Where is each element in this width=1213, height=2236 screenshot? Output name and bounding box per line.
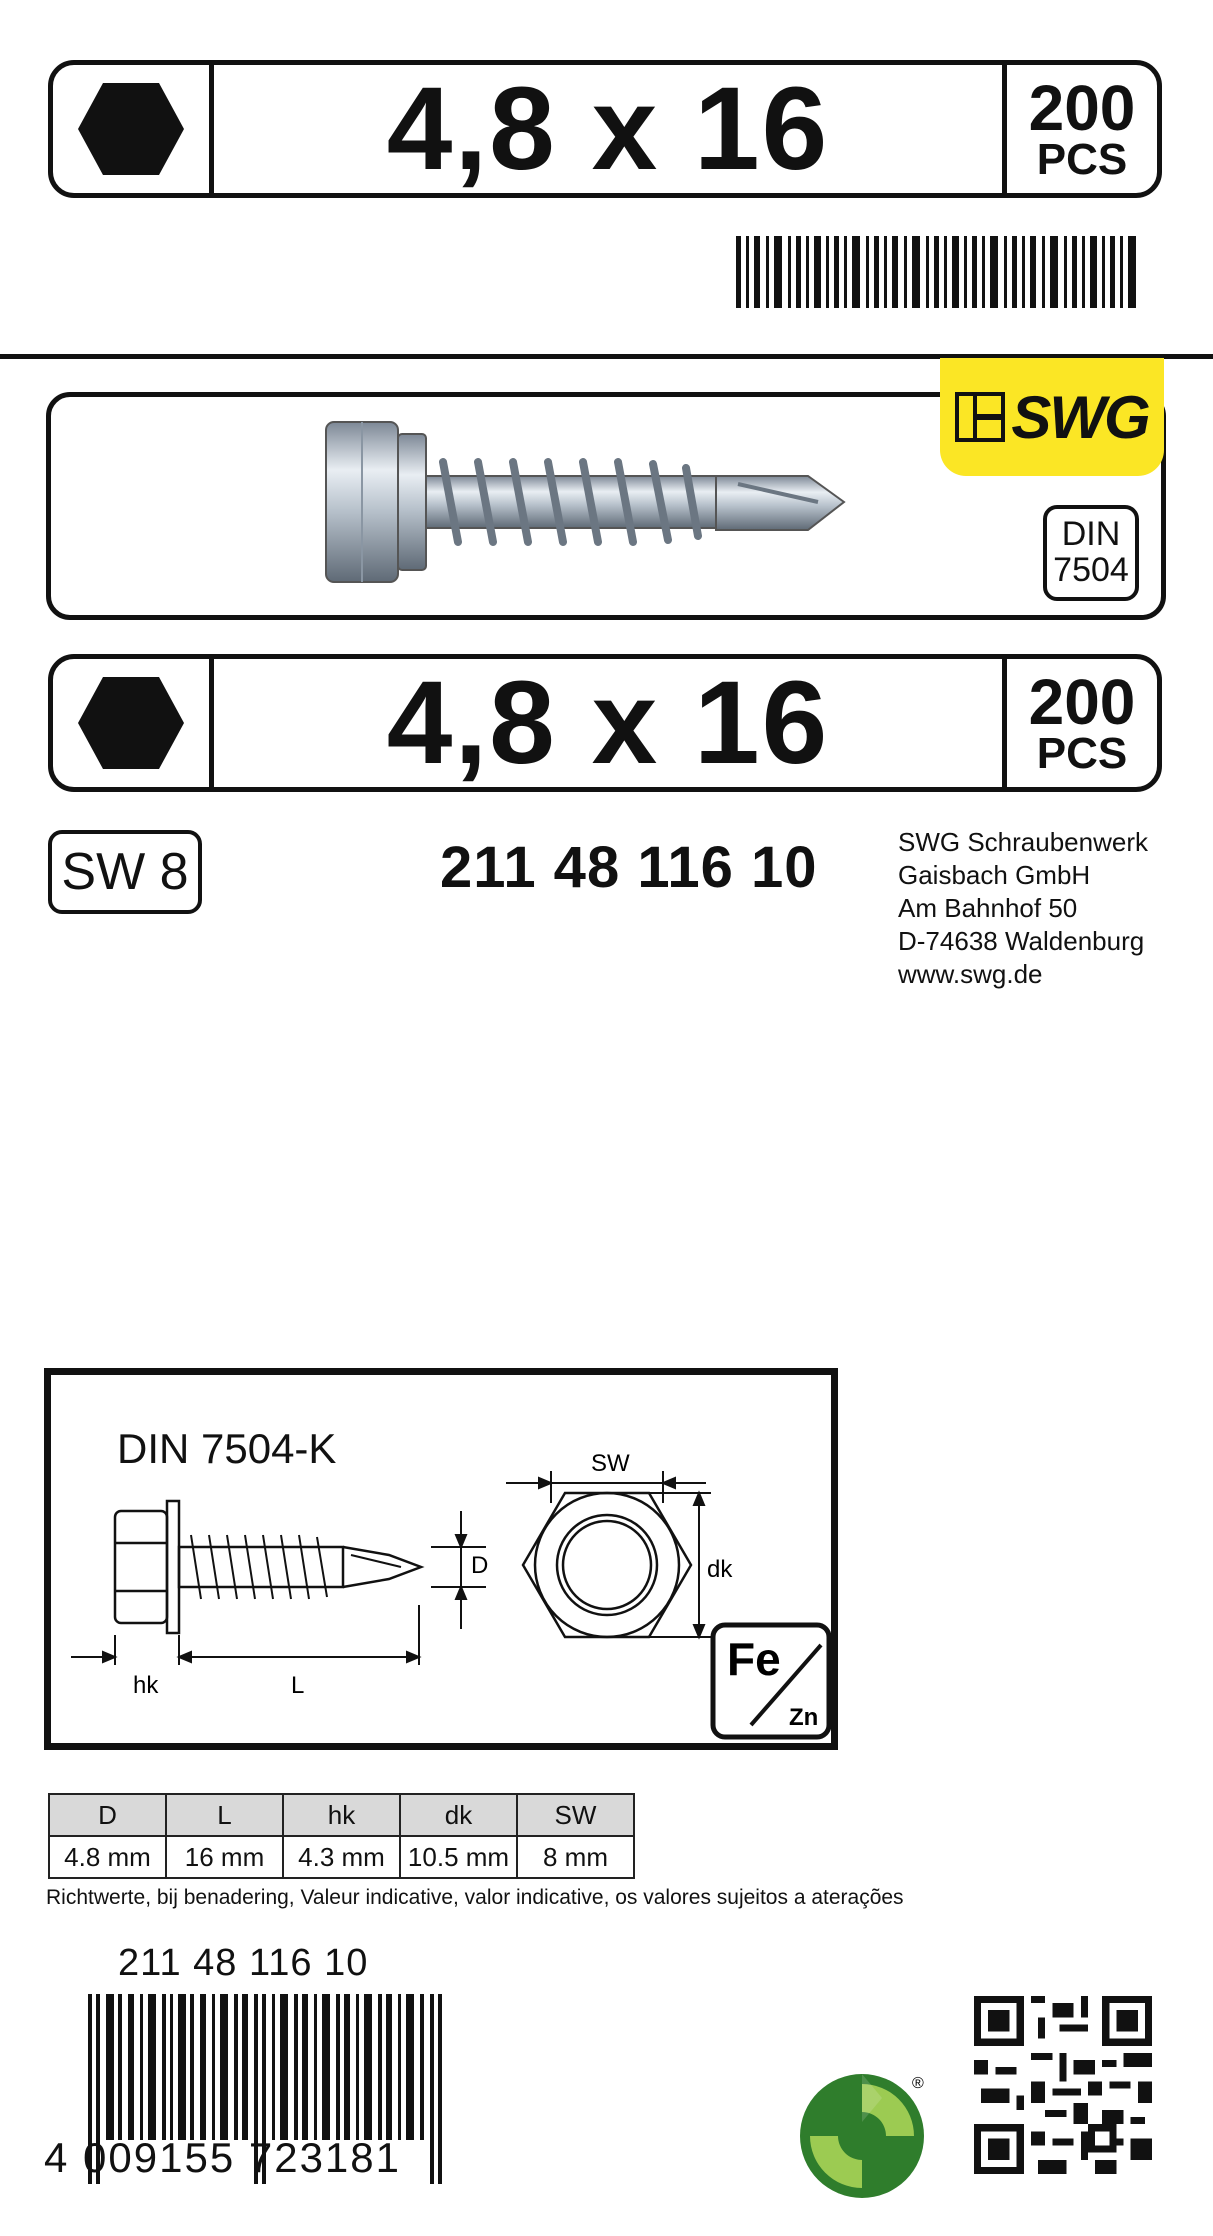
ean-number: 4 009155 723181 [44, 2134, 401, 2181]
address-line: Am Bahnhof 50 [898, 893, 1078, 923]
table-header: hk [283, 1794, 400, 1836]
size-label: 4,8 x 16 [386, 63, 830, 195]
quantity-unit: PCS [1036, 728, 1128, 778]
quantity-value: 200 [1028, 665, 1136, 738]
material-fe: Fe [727, 1633, 781, 1685]
table-header: D [49, 1794, 166, 1836]
wrench-size-badge: SW 8 [48, 830, 202, 914]
din-standard-badge [1043, 505, 1139, 601]
table-cell: 16 mm [166, 1836, 283, 1878]
swg-logo-text: SWG [1011, 383, 1149, 451]
swg-mark [955, 392, 1005, 442]
article-number: 211 48 116 10 [440, 835, 818, 900]
table-row [49, 1836, 634, 1878]
barcode-article-number: 211 48 116 10 [118, 1942, 369, 1984]
dimensions-table [48, 1793, 635, 1879]
quantity-value: 200 [1028, 71, 1136, 144]
screw-top-view [523, 1493, 691, 1637]
website-link[interactable]: www.swg.de [898, 959, 1043, 989]
din-number: 7504 [1053, 551, 1129, 589]
small-barcode [736, 236, 1142, 308]
quantity-unit: PCS [1036, 134, 1128, 184]
size-banner-main [48, 654, 1162, 792]
green-dot-icon [796, 2060, 936, 2200]
registered-mark: ® [912, 2075, 924, 2092]
drawing-title: DIN 7504-K [117, 1425, 337, 1472]
table-cell: 8 mm [517, 1836, 634, 1878]
disclaimer-text: Richtwerte, bij benadering, Valeur indicative, valor indicative, os valores sujeitos a aterações [46, 1886, 904, 1909]
hexagon-icon [76, 81, 186, 177]
screw-photo [318, 414, 852, 592]
dim-label-sw: SW [591, 1450, 630, 1477]
table-cell: 10.5 mm [400, 1836, 517, 1878]
material-zn: Zn [789, 1704, 819, 1731]
size-label: 4,8 x 16 [386, 657, 830, 789]
swg-logo [940, 358, 1164, 476]
manufacturer-address [898, 826, 1148, 991]
hex-head-cell [53, 65, 214, 193]
address-line: Gaisbach GmbH [898, 860, 1091, 890]
dim-label-d: D [471, 1552, 489, 1579]
address-line: SWG Schraubenwerk [898, 827, 1148, 857]
table-cell: 4.3 mm [283, 1836, 400, 1878]
quantity-block [1002, 65, 1157, 193]
dim-label-hk: hk [133, 1672, 159, 1699]
hex-head-cell [53, 659, 214, 787]
screw-side-view [115, 1501, 421, 1633]
din-label: DIN [1061, 515, 1121, 554]
table-header: SW [517, 1794, 634, 1836]
table-header-row [49, 1794, 634, 1836]
address-line: D-74638 Waldenburg [898, 926, 1145, 956]
qr-code [974, 1996, 1152, 2174]
dimension-hk-l [71, 1605, 419, 1665]
technical-drawing [44, 1368, 838, 1750]
table-header: L [166, 1794, 283, 1836]
quantity-block [1002, 659, 1157, 787]
dim-label-dk: dk [707, 1556, 733, 1583]
table-cell: 4.8 mm [49, 1836, 166, 1878]
hexagon-icon [76, 675, 186, 771]
size-banner-top [48, 60, 1162, 198]
table-header: dk [400, 1794, 517, 1836]
dim-label-l: L [291, 1672, 305, 1699]
